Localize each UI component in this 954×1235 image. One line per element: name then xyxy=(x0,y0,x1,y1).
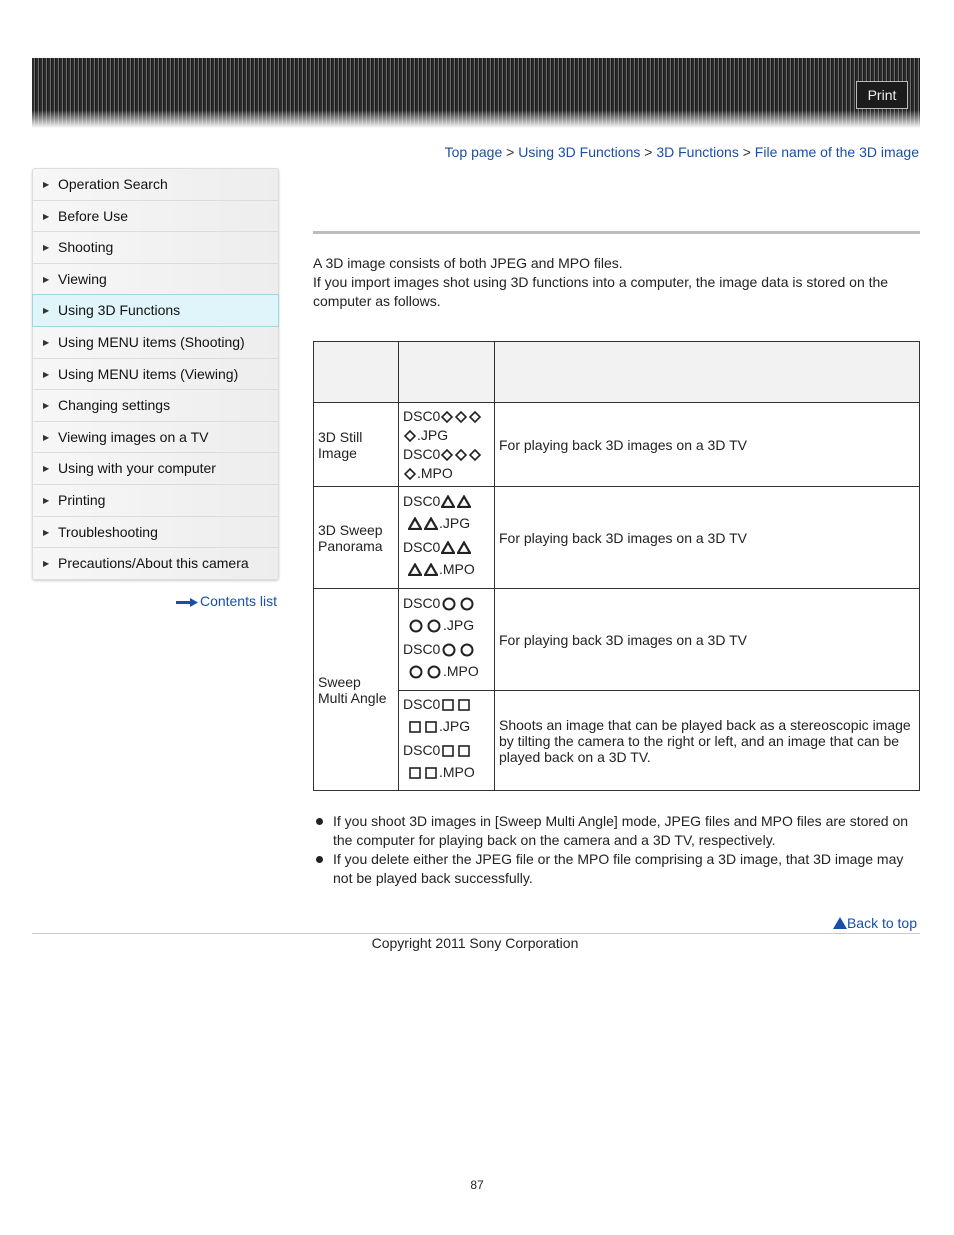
file-prefix: DSC0 xyxy=(403,407,441,424)
diamond-icon xyxy=(455,449,467,461)
table-row xyxy=(314,691,920,791)
sidebar-item[interactable] xyxy=(32,294,279,327)
file-name-cell xyxy=(399,589,495,691)
file-name-line xyxy=(403,492,490,514)
file-prefix: DSC0 xyxy=(403,538,441,555)
table-header-row xyxy=(314,342,920,403)
file-prefix: DSC0 xyxy=(403,695,441,712)
file-name-line xyxy=(403,717,490,741)
description-cell: Shoots an image that can be played back as a stereoscopic image by tilting the camera to the right or left, and an image that can be played back on a 3D TV. xyxy=(495,691,920,791)
sidebar-item-label: Operation Search xyxy=(58,176,168,192)
file-name-line xyxy=(403,741,490,763)
file-extension: .MPO xyxy=(439,560,475,577)
caret-right-icon: ▶ xyxy=(43,180,50,189)
sidebar-item[interactable] xyxy=(33,422,278,454)
file-name-line xyxy=(403,695,490,717)
mode-cell: Sweep Multi Angle xyxy=(314,589,399,791)
sidebar-item[interactable] xyxy=(33,517,278,549)
breadcrumb-top-page[interactable]: Top page xyxy=(444,144,503,160)
breadcrumb xyxy=(445,144,919,160)
caret-right-icon: ▶ xyxy=(43,432,50,442)
caret-right-icon: ▶ xyxy=(43,464,50,474)
sidebar-item[interactable] xyxy=(33,327,278,359)
print-button[interactable]: Print xyxy=(856,81,908,109)
file-extension: .MPO xyxy=(443,662,479,679)
file-prefix: DSC0 xyxy=(403,594,441,611)
file-extension: .JPG xyxy=(439,717,471,734)
caret-right-icon: ▶ xyxy=(43,337,50,347)
file-name-table xyxy=(313,341,920,791)
file-name-line xyxy=(403,560,490,584)
sidebar-item-label: Precautions/About this camera xyxy=(58,555,249,572)
footer-divider xyxy=(32,933,920,934)
triangle-icon xyxy=(408,563,422,576)
file-name-line xyxy=(403,445,490,464)
mode-cell: 3D Sweep Panorama xyxy=(314,487,399,589)
file-name-cell xyxy=(399,487,495,589)
contents-list-link[interactable] xyxy=(176,593,277,609)
arrow-right-icon xyxy=(176,598,198,607)
caret-right-icon: ▶ xyxy=(43,306,50,316)
sidebar-item-label: Printing xyxy=(58,491,106,508)
circle-icon xyxy=(408,664,424,680)
caret-right-icon: ▶ xyxy=(43,274,50,284)
file-name-line xyxy=(403,426,490,445)
square-icon xyxy=(424,766,438,780)
triangle-up-icon xyxy=(833,917,847,929)
sidebar-item-label: Troubleshooting xyxy=(58,523,158,540)
breadcrumb-3d-functions[interactable]: 3D Functions xyxy=(656,144,739,160)
file-name-line xyxy=(403,407,490,426)
notes-list xyxy=(313,812,920,888)
diamond-icon xyxy=(441,411,453,423)
caret-right-icon: ▶ xyxy=(43,243,50,253)
back-to-top-link[interactable] xyxy=(833,915,917,931)
sidebar-item-label: Before Use xyxy=(58,207,129,224)
diamond-icon xyxy=(404,430,416,442)
description-cell: For playing back 3D images on a 3D TV xyxy=(495,403,920,487)
diamond-icon xyxy=(441,449,453,461)
breadcrumb-separator: > xyxy=(502,144,519,160)
file-name-line xyxy=(403,763,490,787)
file-name-line xyxy=(403,514,490,538)
caret-right-icon: ▶ xyxy=(43,401,50,411)
square-icon xyxy=(408,720,422,734)
circle-icon xyxy=(408,618,424,634)
caret-right-icon: ▶ xyxy=(43,211,50,221)
diamond-icon xyxy=(469,411,481,423)
file-name-line xyxy=(403,538,490,560)
file-name-line xyxy=(403,640,490,662)
file-name-line xyxy=(403,662,490,686)
triangle-icon xyxy=(424,563,438,576)
table-row xyxy=(314,589,920,691)
sidebar-item-label: Using with your computer xyxy=(58,460,216,477)
table-header-cell xyxy=(399,342,495,403)
breadcrumb-separator: > xyxy=(640,144,657,160)
sidebar-nav xyxy=(32,168,279,580)
table-row xyxy=(314,487,920,589)
sidebar-item[interactable] xyxy=(33,264,278,296)
file-name-cell xyxy=(399,691,495,791)
sidebar-item[interactable] xyxy=(33,390,278,422)
triangle-icon xyxy=(457,541,471,554)
triangle-icon xyxy=(408,517,422,530)
intro-line-2: If you import images shot using 3D functions into a computer, the image data is stored on the computer as follows. xyxy=(313,274,889,309)
page-number: 87 xyxy=(470,1178,484,1192)
file-name-line xyxy=(403,594,490,616)
file-name-list xyxy=(403,695,490,787)
file-name-cell xyxy=(399,403,495,487)
square-icon xyxy=(441,744,455,758)
file-name-list xyxy=(403,492,490,584)
square-icon xyxy=(408,766,422,780)
square-icon xyxy=(441,698,455,712)
caret-right-icon: ▶ xyxy=(43,527,50,537)
note-text: If you shoot 3D images in [Sweep Multi Angle] mode, JPEG files and MPO files are stored on the computer for playing back on the camera and a 3D TV, respectively. xyxy=(333,813,909,848)
triangle-icon xyxy=(457,495,471,508)
note-item xyxy=(313,812,920,850)
circle-icon xyxy=(459,596,475,612)
note-item xyxy=(313,850,920,888)
intro-text xyxy=(313,254,913,311)
circle-icon xyxy=(441,596,457,612)
file-name-line xyxy=(403,616,490,640)
sidebar-item-label: Viewing xyxy=(58,270,107,287)
caret-right-icon: ▶ xyxy=(43,369,50,379)
file-prefix: DSC0 xyxy=(403,640,441,657)
triangle-icon xyxy=(424,517,438,530)
sidebar-item-label: Using MENU items (Shooting) xyxy=(58,333,245,350)
circle-icon xyxy=(426,664,442,680)
sidebar-item[interactable] xyxy=(33,359,278,391)
file-extension: .MPO xyxy=(439,763,475,780)
file-name-line xyxy=(403,464,490,483)
square-icon xyxy=(424,720,438,734)
title-divider xyxy=(313,231,920,234)
caret-right-icon: ▶ xyxy=(43,495,50,505)
back-to-top-label[interactable]: Back to top xyxy=(846,915,917,931)
bullet-icon xyxy=(316,856,323,863)
copyright-text: Copyright 2011 Sony Corporation xyxy=(371,935,579,951)
table-header-cell xyxy=(314,342,399,403)
header-banner-fade xyxy=(32,110,920,128)
sidebar-item-label: Shooting xyxy=(58,239,114,256)
square-icon xyxy=(457,698,471,712)
file-extension: .JPG xyxy=(443,616,475,633)
file-extension: .JPG xyxy=(417,426,449,443)
file-extension: .JPG xyxy=(439,514,471,531)
sidebar-item-label: Changing settings xyxy=(58,397,171,414)
square-icon xyxy=(457,744,471,758)
sidebar-item-label: Using MENU items (Viewing) xyxy=(58,365,239,382)
file-name-list xyxy=(403,594,490,686)
circle-icon xyxy=(426,618,442,634)
file-prefix: DSC0 xyxy=(403,492,441,509)
sidebar-item[interactable] xyxy=(33,232,278,264)
breadcrumb-separator: > xyxy=(738,144,755,160)
table-header-cell xyxy=(495,342,920,403)
table-row xyxy=(314,403,920,487)
sidebar-item-label: Using 3D Functions xyxy=(58,302,181,319)
circle-icon xyxy=(441,642,457,658)
breadcrumb-using-3d-functions[interactable]: Using 3D Functions xyxy=(518,144,641,160)
circle-icon xyxy=(459,642,475,658)
file-name-list xyxy=(403,407,490,483)
sidebar-item[interactable] xyxy=(33,201,278,233)
description-cell: For playing back 3D images on a 3D TV xyxy=(495,589,920,691)
file-prefix: DSC0 xyxy=(403,741,441,758)
description-cell: For playing back 3D images on a 3D TV xyxy=(495,487,920,589)
diamond-icon xyxy=(469,449,481,461)
sidebar-item[interactable] xyxy=(33,169,278,201)
intro-line-1: A 3D image consists of both JPEG and MPO files. xyxy=(313,255,623,271)
contents-list-label[interactable]: Contents list xyxy=(199,593,277,609)
diamond-icon xyxy=(404,468,416,480)
file-extension: .MPO xyxy=(417,464,453,481)
note-text: If you delete either the JPEG file or the MPO file comprising a 3D image, that 3D image may not be played back successfully. xyxy=(333,851,904,886)
sidebar-item[interactable] xyxy=(33,485,278,517)
mode-cell: 3D Still Image xyxy=(314,403,399,487)
sidebar-item[interactable] xyxy=(33,453,278,485)
sidebar-item[interactable] xyxy=(33,548,278,579)
caret-right-icon: ▶ xyxy=(43,559,50,569)
file-prefix: DSC0 xyxy=(403,445,441,462)
sidebar-item-label: Viewing images on a TV xyxy=(58,428,209,445)
triangle-icon xyxy=(441,541,455,554)
triangle-icon xyxy=(441,495,455,508)
breadcrumb-current-page[interactable]: File name of the 3D image xyxy=(754,144,919,160)
bullet-icon xyxy=(316,818,323,825)
diamond-icon xyxy=(455,411,467,423)
